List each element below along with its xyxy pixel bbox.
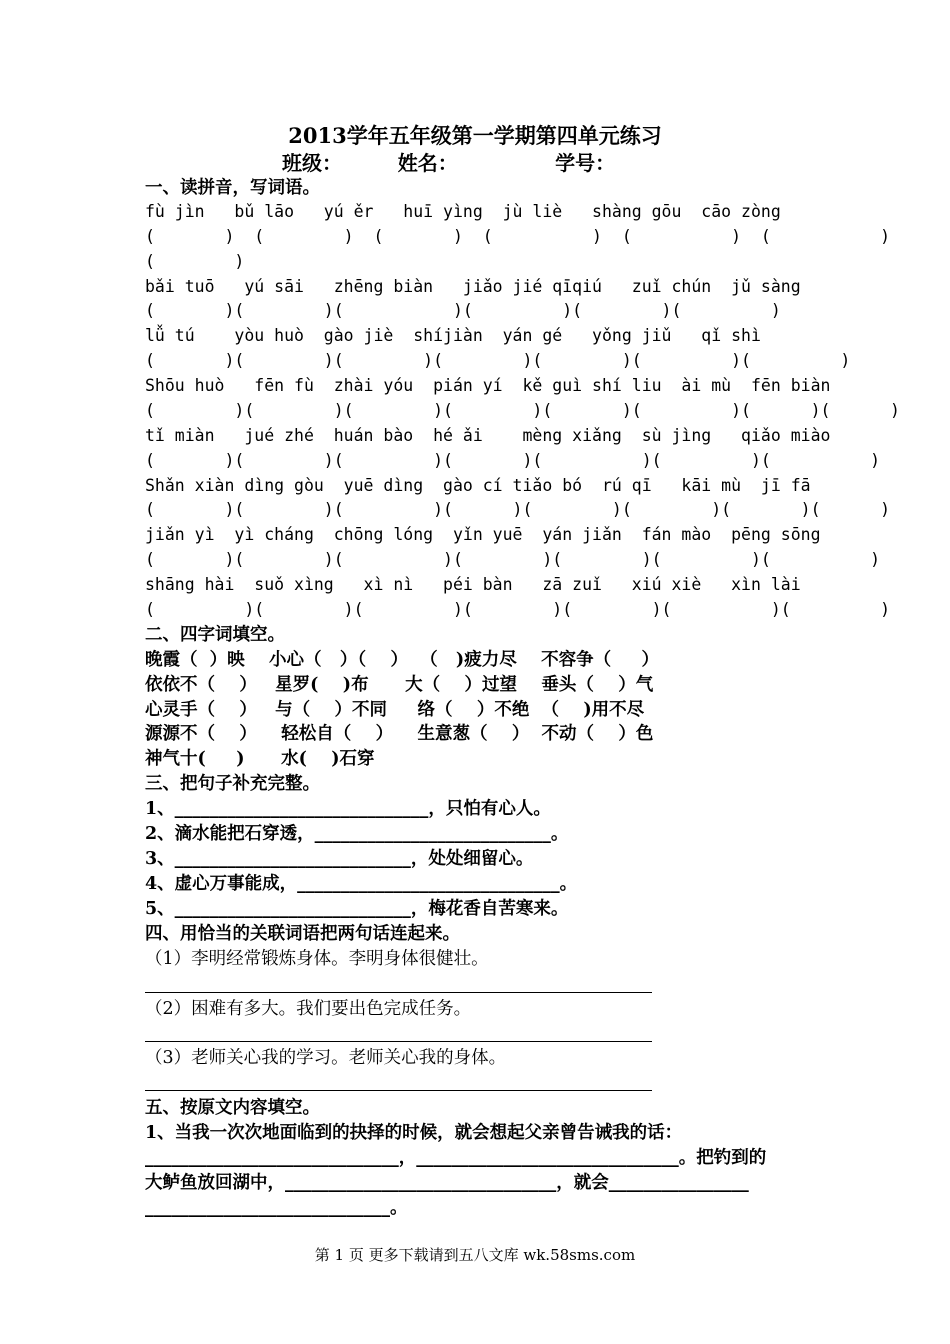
- idiom-fill-line: 心灵手（ ） 与（ ）不同 络（ ）不绝 （ )用不尽: [145, 700, 645, 720]
- answer-parens-line: ( )( )( )( )( )( ): [145, 301, 781, 320]
- answer-parens-line: ( ) ( ) ( ) ( ) ( ) ( ): [145, 227, 891, 246]
- connect-item: （2）困难有多大。我们要出色完成任务。: [145, 999, 472, 1019]
- pinyin-line: shāng hài suǒ xìng xì nì péi bàn zā zuǐ xiú xiè xìn lài: [145, 575, 801, 594]
- page-footer: 第 1 页 更多下载请到五八文库 wk.58sms.com: [314, 1246, 636, 1264]
- idiom-fill-line: 源源不（ ） 轻松自（ ） 生意葱（ ） 不动（ ）色: [145, 724, 654, 744]
- section5-heading: 五、按原文内容填空。: [145, 1098, 320, 1118]
- idiom-fill-line: 晚霞（ ）映 小心（ ）（ ） （ )疲力尽 不容争（ ）: [145, 650, 660, 670]
- section1-heading: 一、读拼音，写词语。: [145, 178, 320, 198]
- answer-rule: [145, 1090, 652, 1091]
- sentence-fill-line: 5、___________________________，梅花香自苦寒来。: [145, 899, 569, 919]
- student-info-row: 班级： 姓名： 学号：: [282, 151, 616, 175]
- recall-fill-line: 大鲈鱼放回湖中，_______________________________，就会________________: [145, 1173, 749, 1193]
- answer-parens-line: ( )( )( )( )( )( )( ): [145, 451, 881, 470]
- pinyin-line: lǚ tú yòu huò gào jiè shíjiàn yán gé yǒng jiǔ qǐ shì: [145, 326, 761, 345]
- answer-parens-line: ( )( )( )( )( )( )( ): [145, 351, 851, 370]
- answer-parens-line: ( )( )( )( )( )( )( )( ): [145, 401, 900, 420]
- recall-fill-line: 1、当我一次次地面临到的抉择的时候，就会想起父亲曾告诫我的话：: [145, 1123, 683, 1143]
- answer-rule: [145, 1041, 652, 1042]
- pinyin-line: Shǎn xiàn dìng gòu yuē dìng gào cí tiǎo bó rú qī kāi mù jī fā: [145, 476, 811, 495]
- sentence-fill-line: 1、_____________________________，只怕有心人。: [145, 799, 551, 819]
- sentence-fill-line: 2、滴水能把石穿透，___________________________。: [145, 824, 569, 844]
- answer-rule: [145, 992, 652, 993]
- section3-heading: 三、把句子补充完整。: [145, 774, 320, 794]
- pinyin-line: tǐ miàn jué zhé huán bào hé ǎi mèng xiǎng sù jìng qiǎo miào: [145, 426, 831, 445]
- answer-parens-line: ( )( )( )( )( )( )( )( ): [145, 500, 891, 519]
- section4-heading: 四、用恰当的关联词语把两句话连起来。: [145, 924, 460, 944]
- pinyin-line: Shōu huò fēn fù zhài yóu pián yí kě guì shí liu ài mù fēn biàn: [145, 376, 831, 395]
- page-title: 2013学年五年级第一学期第四单元练习: [288, 123, 662, 148]
- recall-fill-line: _____________________________，______________________________。把钓到的: [145, 1148, 767, 1168]
- recall-fill-line: ____________________________。: [145, 1198, 408, 1218]
- idiom-fill-line: 依依不（ ） 星罗( )布 大（ ）过望 垂头（ ）气: [145, 675, 654, 695]
- idiom-fill-line: 神气十( ) 水( )石穿: [145, 749, 375, 769]
- section2-heading: 二、四字词填空。: [145, 625, 285, 645]
- answer-parens-line: ( )( )( )( )( )( )( ): [145, 600, 891, 619]
- sentence-fill-line: 4、虚心万事能成，______________________________。: [145, 874, 578, 894]
- answer-parens-line: ( )( )( )( )( )( )( ): [145, 550, 881, 569]
- pinyin-line: jiǎn yì yì cháng chōng lóng yǐn yuē yán jiǎn fán mào pēng sōng: [145, 525, 821, 544]
- sentence-fill-line: 3、___________________________，处处细留心。: [145, 849, 534, 869]
- connect-item: （1）李明经常锻炼身体。李明身体很健壮。: [145, 949, 489, 969]
- pinyin-line: fù jìn bǔ lāo yú ěr huī yìng jù liè shàng gōu cāo zòng: [145, 202, 781, 221]
- pinyin-line: bǎi tuō yú sāi zhēng biàn jiǎo jié qīqiú zuǐ chún jǔ sàng: [145, 277, 801, 296]
- answer-parens-line: ( ): [145, 252, 245, 271]
- connect-item: （3）老师关心我的学习。老师关心我的身体。: [145, 1048, 507, 1068]
